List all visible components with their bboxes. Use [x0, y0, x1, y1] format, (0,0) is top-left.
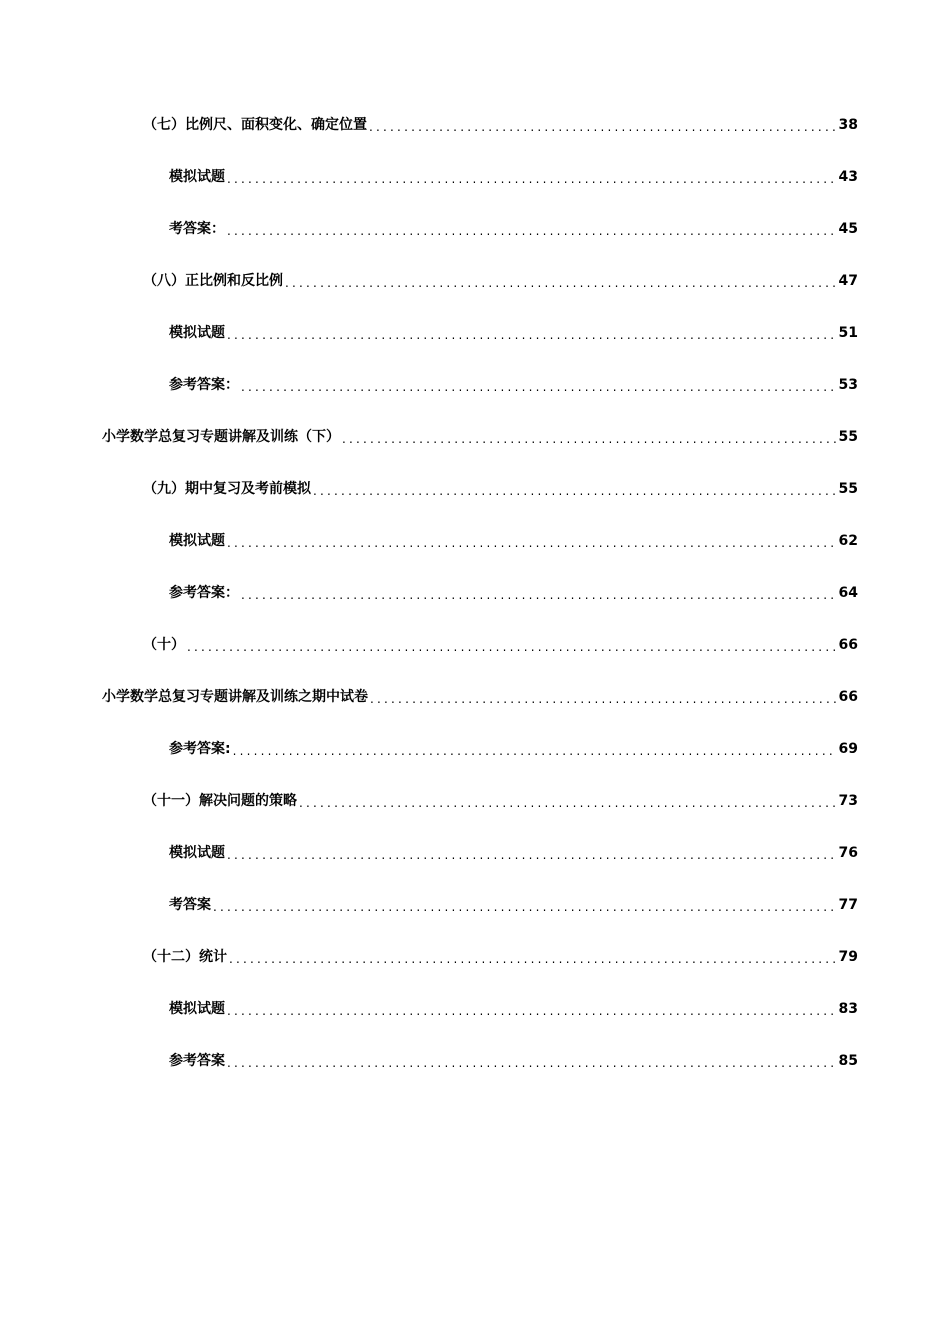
toc-dot-leader — [229, 952, 837, 966]
toc-entry-title: 小学数学总复习专题讲解及训练（下） — [102, 429, 340, 445]
toc-entry-title: 考答案： — [169, 221, 225, 237]
toc-dot-leader — [342, 432, 837, 446]
toc-dot-leader — [187, 640, 837, 654]
toc-entry-page: 79 — [838, 949, 858, 965]
toc-entry-title: 模拟试题 — [169, 169, 225, 185]
toc-entry-page: 77 — [838, 897, 858, 913]
toc-entry-page: 51 — [838, 325, 858, 341]
toc-entry-title: 参考答案： — [169, 377, 239, 393]
toc-dot-leader — [370, 692, 837, 706]
toc-entry[interactable] — [0, 408, 950, 460]
toc-entry-page: 47 — [838, 273, 858, 289]
toc-dot-leader — [299, 796, 837, 810]
toc-entry-title: 考答案 — [169, 897, 211, 913]
toc-entry-title: （八）正比例和反比例 — [143, 273, 283, 289]
toc-entry-page: 83 — [838, 1001, 858, 1017]
toc-entry-title: （十一）解决问题的策略 — [143, 793, 297, 809]
toc-entry-title: （九）期中复习及考前模拟 — [143, 481, 311, 497]
toc-entry-title: （十二）统计 — [143, 949, 227, 965]
toc-entry[interactable] — [0, 720, 950, 772]
toc-entry[interactable] — [0, 772, 950, 824]
toc-entry[interactable] — [0, 824, 950, 876]
toc-dot-leader — [227, 1056, 837, 1070]
toc-entry[interactable] — [0, 252, 950, 304]
toc-entry-title: 模拟试题 — [169, 1001, 225, 1017]
toc-dot-leader — [227, 1004, 837, 1018]
toc-dot-leader — [227, 328, 837, 342]
toc-dot-leader — [213, 900, 837, 914]
toc-entry[interactable] — [0, 668, 950, 720]
toc-entry[interactable] — [0, 304, 950, 356]
toc-entry[interactable] — [0, 148, 950, 200]
toc-dot-leader — [227, 224, 837, 238]
toc-entry-page: 64 — [838, 585, 858, 601]
toc-dot-leader — [313, 484, 837, 498]
toc-dot-leader — [285, 276, 837, 290]
toc-dot-leader — [369, 120, 837, 134]
toc-entry-page: 69 — [838, 741, 858, 757]
toc-dot-leader — [233, 744, 837, 758]
toc-entry[interactable] — [0, 616, 950, 668]
toc-entry-title: （十） — [143, 637, 185, 653]
toc-dot-leader — [241, 588, 837, 602]
toc-entry-title: 模拟试题 — [169, 325, 225, 341]
toc-entry-page: 43 — [838, 169, 858, 185]
toc-entry[interactable] — [0, 876, 950, 928]
toc-entry-page: 66 — [838, 637, 858, 653]
toc-entry[interactable] — [0, 980, 950, 1032]
toc-entry-page: 76 — [838, 845, 858, 861]
toc-entry[interactable] — [0, 564, 950, 616]
toc-entry[interactable] — [0, 96, 950, 148]
toc-entry-page: 62 — [838, 533, 858, 549]
toc-entry-title: 模拟试题 — [169, 533, 225, 549]
toc-entry-title: 模拟试题 — [169, 845, 225, 861]
toc-entry[interactable] — [0, 512, 950, 564]
toc-entry-title: 小学数学总复习专题讲解及训练之期中试卷 — [102, 689, 368, 705]
toc-entry[interactable] — [0, 928, 950, 980]
toc-entry-page: 55 — [838, 429, 858, 445]
toc-entry-title: 参考答案： — [169, 585, 239, 601]
toc-entry-page: 73 — [838, 793, 858, 809]
toc-dot-leader — [227, 848, 837, 862]
toc-dot-leader — [241, 380, 837, 394]
toc-entry-title: 参考答案 — [169, 1053, 225, 1069]
toc-entry-page: 53 — [838, 377, 858, 393]
toc-entry[interactable] — [0, 200, 950, 252]
toc-entry-page: 45 — [838, 221, 858, 237]
toc-entry-title: 参考答案: — [169, 741, 231, 757]
toc-entry-page: 66 — [838, 689, 858, 705]
toc-dot-leader — [227, 536, 837, 550]
toc-dot-leader — [227, 172, 837, 186]
toc-entry-title: （七）比例尺、面积变化、确定位置 — [143, 117, 367, 133]
toc-entry-page: 55 — [838, 481, 858, 497]
toc-entry[interactable] — [0, 1032, 950, 1084]
toc-entry-page: 38 — [838, 117, 858, 133]
table-of-contents — [0, 96, 950, 1084]
toc-entry[interactable] — [0, 356, 950, 408]
toc-entry[interactable] — [0, 460, 950, 512]
toc-entry-page: 85 — [838, 1053, 858, 1069]
